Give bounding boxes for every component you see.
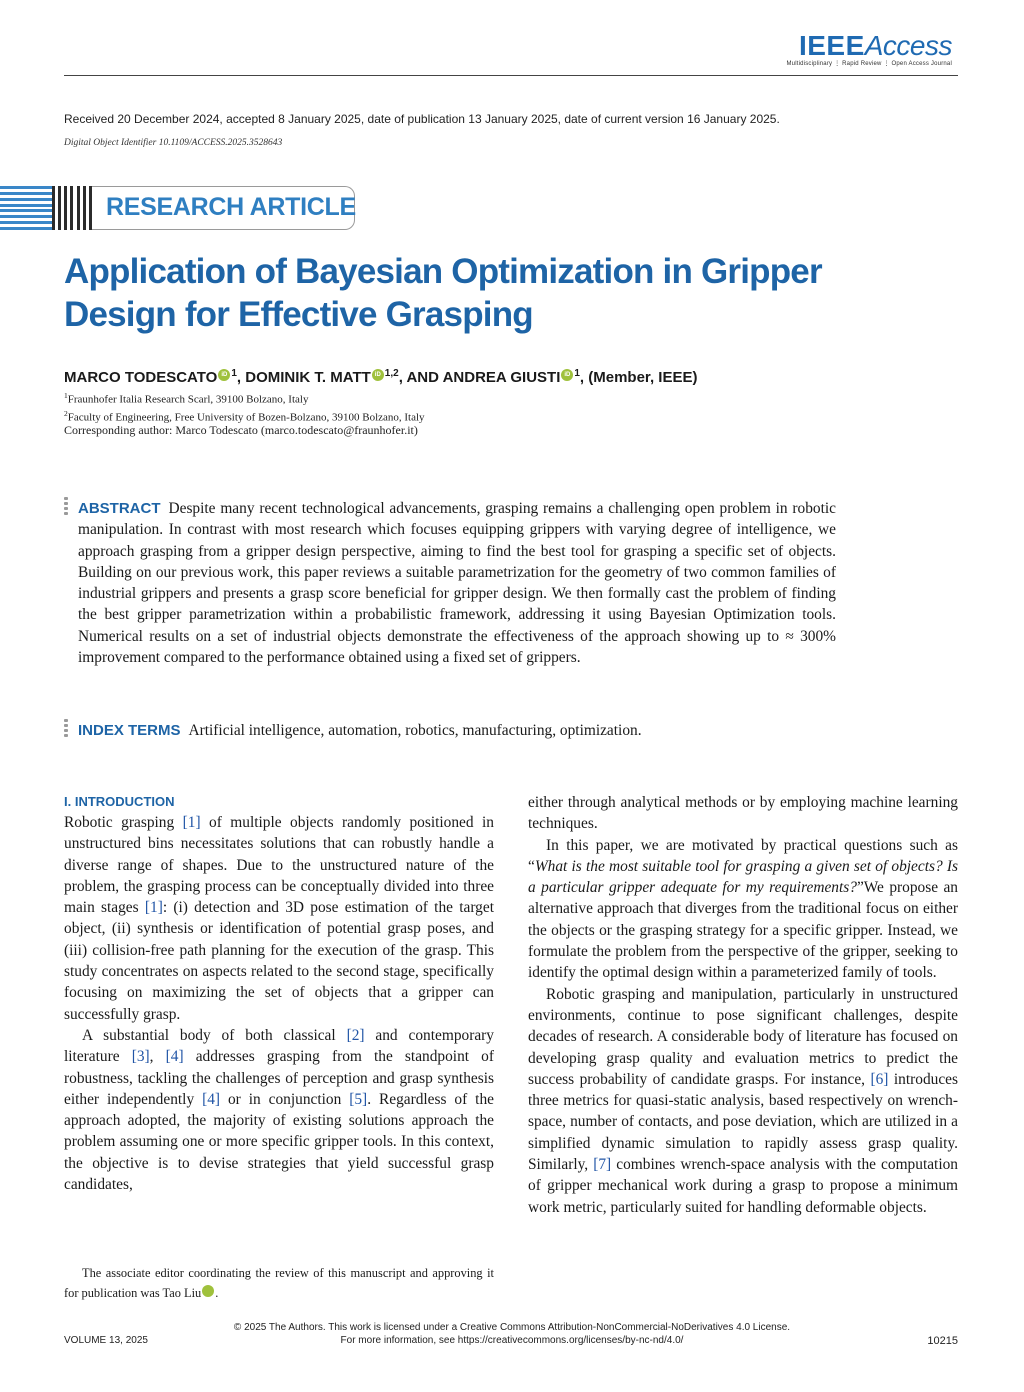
journal-tagline: Multidisciplinary ⋮ Rapid Review ⋮ Open Access Journal: [786, 61, 952, 67]
header-rule: [64, 75, 958, 76]
article-type-label: RESEARCH ARTICLE: [106, 193, 356, 221]
paragraph: In this paper, we are motivated by practical questions such as “What is the most suitable tool for grasping a given set of objects? Is a particular gripper adequate for my requirements?”We propose an alternative approach that diverges from the traditional focus on either the objects or the grasping strategy for a specific gripper. Instead, we formulate the problem from the perspective of the gripper, seeking to identify the optimal design within a parameterized family of tools.: [528, 836, 958, 982]
corresponding-author: Corresponding author: Marco Todescato (marco.todescato@fraunhofer.it): [64, 423, 418, 437]
paragraph: Robotic grasping [1] of multiple objects randomly positioned in unstructured bins necessitates solutions that can robustly handle a diverse range of shapes. Due to the unstructured nature of the problem, the grasping process can be conceptually divided into three main stages [1]: (i) detection and 3D pose estimation of the target object, (ii) synthesis or identification of potential grasp poses, and (iii) collision-free path planning for the execution of the grasp. This study concentrates on aspects related to the second stage, specifically focusing on maximizing the set of objects that a gripper can successfully grasp.: [64, 814, 494, 1023]
index-terms: [78, 720, 838, 741]
citation-link[interactable]: [4]: [202, 1090, 221, 1108]
banner-bars: [52, 186, 92, 230]
author-affiliation-mark: 1,2: [384, 368, 399, 379]
citation-link[interactable]: [3]: [131, 1048, 150, 1066]
citation-link[interactable]: [7]: [593, 1156, 612, 1174]
orcid-icon[interactable]: iD: [218, 369, 230, 381]
left-column: [64, 792, 494, 1195]
author-list: [64, 368, 697, 386]
author-name: MARCO TODESCATO: [64, 369, 218, 386]
citation-link[interactable]: [4]: [165, 1048, 184, 1066]
abstract: [78, 498, 836, 668]
section-heading: I. INTRODUCTION: [64, 794, 175, 809]
index-terms-label: INDEX TERMS: [78, 722, 181, 739]
orcid-icon[interactable]: iD: [372, 369, 384, 381]
orcid-icon[interactable]: iD: [202, 1285, 214, 1297]
license-notice: © 2025 The Authors. This work is licensed under a Creative Commons Attribution-NonCommercial-NoDerivatives 4.0 License. For more information, see https://creativecommons.org/licenses/by-nc-nd/4.0/: [0, 1321, 1024, 1347]
quoted-question: What is the most suitable tool for grasping a given set of objects? Is a particular gripper adequate for my requirements?: [528, 857, 958, 897]
journal-logo: [786, 30, 952, 67]
citation-link[interactable]: [5]: [349, 1090, 368, 1108]
doi-line: Digital Object Identifier 10.1109/ACCESS.2025.3528643: [64, 138, 283, 148]
received-dates: Received 20 December 2024, accepted 8 January 2025, date of publication 13 January 2025, date of current version 16 January 2025.: [64, 112, 780, 126]
abstract-text: Despite many recent technological advancements, grasping remains a challenging open problem in robotic manipulation. In contrast with most research which focuses equipping grippers with varying degree of intelligence, we approach grasping from a gripper design perspective, aiming to find the best tool for grasping a specific set of objects. Building on our previous work, this paper reviews a suitable parametrization for the geometry of two common families of industrial grippers and presents a grasp score beneficial for gripper design. We then formally cast the problem of finding the best gripper parametrization within a probabilistic framework, addressing it using Bayesian Optimization tools. Numerical results on a set of industrial objects demonstrate the effectiveness of the approach showing up to ≈ 300% improvement compared to the performance obtained using a fixed set of grippers.: [78, 500, 836, 667]
paragraph: either through analytical methods or by employing machine learning techniques.: [528, 794, 958, 833]
affiliation-item: $^1$Fraunhofer Italia Research Scarl, 39100 Bolzano, Italy: [64, 391, 309, 406]
citation-link[interactable]: [1]: [182, 814, 201, 831]
banner-stripes: [0, 186, 52, 230]
index-terms-dots: [64, 719, 69, 737]
journal-brand-bold: IEEE: [798, 30, 865, 61]
index-terms-text: Artificial intelligence, automation, robotics, manufacturing, optimization.: [188, 722, 642, 739]
paper-title: Application of Bayesian Optimization in Gripper Design for Effective Grasping: [64, 252, 822, 334]
abstract-label: ABSTRACT: [78, 500, 161, 517]
author-affiliation-mark: 1: [231, 368, 237, 379]
journal-brand-italic: Access: [864, 30, 952, 61]
affiliations: [64, 389, 425, 424]
author-membership: , (Member, IEEE): [579, 369, 698, 386]
citation-link[interactable]: [6]: [870, 1070, 889, 1088]
affiliation-item: $^2$Faculty of Engineering, Free University of Bozen-Bolzano, 39100 Bolzano, Italy: [64, 408, 425, 424]
author-affiliation-mark: 1: [574, 368, 580, 379]
citation-link[interactable]: [1]: [144, 899, 163, 917]
volume-label: VOLUME 13, 2025: [64, 1335, 148, 1346]
editor-footnote: The associate editor coordinating the review of this manuscript and approving it for publication was Tao Liu iD.: [64, 1266, 494, 1300]
license-link[interactable]: For more information, see https://creativecommons.org/licenses/by-nc-nd/4.0/: [340, 1335, 684, 1346]
paragraph: Robotic grasping and manipulation, particularly in unstructured environments, continue to pose significant challenges, despite decades of research. A considerable body of literature has focused on developing grasp quality and evaluation metrics to predict the success probability of candidate grasps. For instance, [6] introduces three metrics for quasi-static analysis, based respectively on wrench-space, number of contacts, and pose deviation, which are utilized in a simplified dynamic simulation to rapidly assess grasp quality. Similarly, [7] combines wrench-space analysis with the computation of gripper mechanical work during a grasp to propose a minimum work metric, particularly suited for handling deformable objects.: [528, 985, 959, 1216]
abstract-dots: [64, 497, 69, 515]
author-name: , AND ANDREA GIUSTI: [398, 369, 561, 386]
orcid-icon[interactable]: iD: [561, 369, 573, 381]
right-column: [528, 792, 958, 1218]
paragraph: A substantial body of both classical [2] and contemporary literature [3], [4] addresses grasping from the standpoint of robustness, tackling the challenges of perception and grasp synthesis either independently [4] or in conjunction [5]. Regardless of the approach adopted, the majority of existing solutions approach the problem assuming one or more specific gripper tools. In this context, the objective is to devise strategies that yield successful grasp candidates,: [64, 1026, 494, 1194]
citation-link[interactable]: [2]: [346, 1026, 365, 1044]
page-number: 10215: [927, 1335, 958, 1347]
author-name: , DOMINIK T. MATT: [236, 369, 371, 386]
